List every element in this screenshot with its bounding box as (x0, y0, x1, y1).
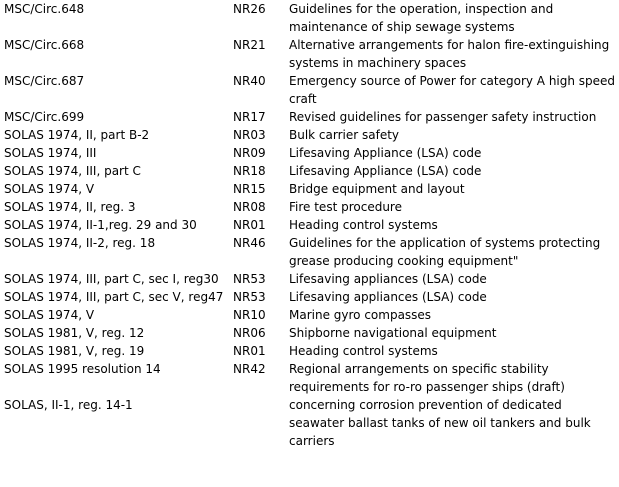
reference-cell: SOLAS 1974, III, part C (4, 164, 141, 178)
code-cell: NR46 (233, 236, 266, 250)
table-row (4, 162, 616, 180)
reference-cell: SOLAS 1995 resolution 14 (4, 362, 161, 376)
description-cell: Alternative arrangements for halon fire-extinguishing systems in machinery spaces (289, 38, 610, 70)
description-cell: Lifesaving appliances (LSA) code (289, 272, 487, 286)
code-cell: NR08 (233, 200, 266, 214)
table-row (4, 324, 616, 342)
code-cell: NR15 (233, 182, 266, 196)
reference-cell: MSC/Circ.699 (4, 110, 85, 124)
table-row (4, 0, 616, 36)
table-row (4, 108, 616, 126)
table-row (4, 396, 616, 450)
description-cell: Guidelines for the application of systems protecting grease producing cooking equipment" (289, 236, 601, 268)
code-cell (233, 396, 289, 450)
reference-cell: SOLAS 1974, V (4, 182, 95, 196)
reference-cell: MSC/Circ.668 (4, 38, 85, 52)
description-cell: Guidelines for the operation, inspection and maintenance of ship sewage systems (289, 2, 554, 34)
description-cell: concerning corrosion prevention of dedicated seawater ballast tanks of new oil tankers and bulk carriers (289, 398, 591, 448)
description-cell: Heading control systems (289, 344, 438, 358)
description-cell: Marine gyro compasses (289, 308, 432, 322)
description-cell: Lifesaving Appliance (LSA) code (289, 164, 482, 178)
table-row (4, 306, 616, 324)
reference-cell: SOLAS 1974, II, part B-2 (4, 128, 150, 142)
code-cell: NR21 (233, 38, 266, 52)
table-row (4, 198, 616, 216)
reference-cell: SOLAS 1974, V (4, 308, 95, 322)
table-row (4, 180, 616, 198)
description-cell: Fire test procedure (289, 200, 402, 214)
code-cell: NR17 (233, 110, 266, 124)
table-row (4, 144, 616, 162)
description-cell: Bridge equipment and layout (289, 182, 465, 196)
reference-cell: SOLAS 1974, II, reg. 3 (4, 200, 136, 214)
table-row (4, 288, 616, 306)
table-row (4, 234, 616, 270)
code-cell: NR01 (233, 218, 266, 232)
reference-cell: SOLAS 1974, II-1,reg. 29 and 30 (4, 218, 197, 232)
code-cell: NR01 (233, 344, 266, 358)
reference-cell: SOLAS, II-1, reg. 14-1 (4, 398, 133, 412)
table-row (4, 36, 616, 72)
description-cell: Shipborne navigational equipment (289, 326, 497, 340)
table-row (4, 342, 616, 360)
reference-cell: MSC/Circ.687 (4, 74, 85, 88)
description-cell: Bulk carrier safety (289, 128, 400, 142)
code-cell: NR09 (233, 146, 266, 160)
description-cell: Regional arrangements on specific stability requirements for ro-ro passenger ships (draft) (289, 362, 565, 394)
code-cell: NR10 (233, 308, 266, 322)
reference-cell: SOLAS 1974, III (4, 146, 97, 160)
code-cell: NR18 (233, 164, 266, 178)
regulation-table (4, 0, 616, 450)
reference-cell: SOLAS 1981, V, reg. 19 (4, 344, 145, 358)
code-cell: NR40 (233, 74, 266, 88)
description-cell: Lifesaving Appliance (LSA) code (289, 146, 482, 160)
code-cell: NR03 (233, 128, 266, 142)
table-row (4, 360, 616, 396)
code-cell: NR06 (233, 326, 266, 340)
reference-cell: SOLAS 1974, II-2, reg. 18 (4, 236, 156, 250)
reference-cell: SOLAS 1974, III, part C, sec V, reg47 (4, 290, 224, 304)
description-cell: Lifesaving appliances (LSA) code (289, 290, 487, 304)
code-cell: NR42 (233, 362, 266, 376)
table-row (4, 270, 616, 288)
table-row (4, 216, 616, 234)
reference-cell: SOLAS 1981, V, reg. 12 (4, 326, 145, 340)
table-row (4, 126, 616, 144)
table-row (4, 72, 616, 108)
code-cell: NR53 (233, 290, 266, 304)
description-cell: Revised guidelines for passenger safety instruction (289, 110, 597, 124)
reference-cell: MSC/Circ.648 (4, 2, 85, 16)
code-cell: NR26 (233, 2, 266, 16)
reference-cell: SOLAS 1974, III, part C, sec I, reg30 (4, 272, 219, 286)
description-cell: Heading control systems (289, 218, 438, 232)
code-cell: NR53 (233, 272, 266, 286)
description-cell: Emergency source of Power for category A high speed craft (289, 74, 616, 106)
